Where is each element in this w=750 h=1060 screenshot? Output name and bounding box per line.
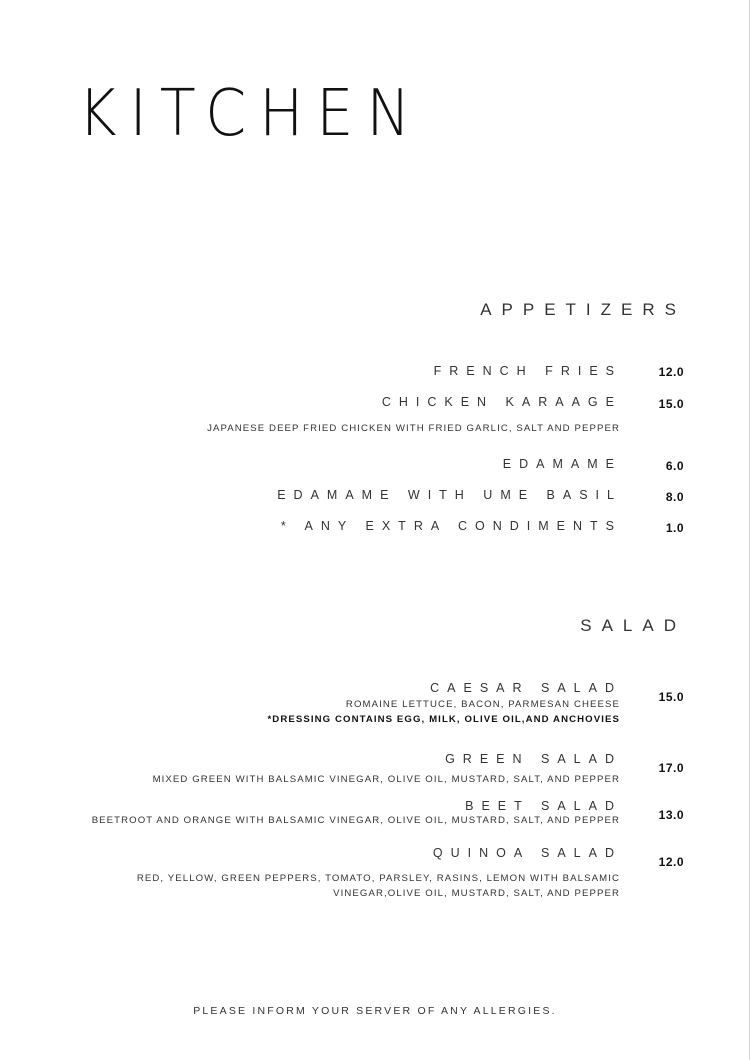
allergy-note-caesar-salad: *DRESSING CONTAINS EGG, MILK, OLIVE OIL,AND ANCHOVIES xyxy=(267,714,620,725)
desc-quinoa-salad-line2: VINEGAR,OLIVE OIL, MUSTARD, SALT, AND PEPPER xyxy=(333,888,620,899)
page-title: KITCHEN xyxy=(78,77,424,151)
menu-item-french-fries: FRENCH FRIES xyxy=(433,364,622,378)
desc-caesar-salad: ROMAINE LETTUCE, BACON, PARMESAN CHEESE xyxy=(345,699,620,710)
desc-quinoa-salad-line1: RED, YELLOW, GREEN PEPPERS, TOMATO, PARSLEY, RASINS, LEMON WITH BALSAMIC xyxy=(136,873,620,884)
price-quinoa-salad: 12.0 xyxy=(658,855,684,869)
price-caesar-salad: 15.0 xyxy=(658,690,684,704)
desc-beet-salad: BEETROOT AND ORANGE WITH BALSAMIC VINEGAR, OLIVE OIL, MUSTARD, SALT, AND PEPPER xyxy=(91,815,620,826)
menu-item-chicken-karaage: CHICKEN KARAAGE xyxy=(381,395,622,409)
section-heading-appetizers: APPETIZERS xyxy=(480,300,686,319)
menu-item-beet-salad: BEET SALAD xyxy=(465,799,622,813)
menu-item-caesar-salad: CAESAR SALAD xyxy=(430,681,622,695)
price-beet-salad: 13.0 xyxy=(658,808,684,822)
price-edamame: 6.0 xyxy=(665,459,684,473)
price-edamame-ume-basil: 8.0 xyxy=(665,490,684,504)
menu-item-edamame-ume-basil: EDAMAME WITH UME BASIL xyxy=(277,488,622,502)
desc-chicken-karaage: JAPANESE DEEP FRIED CHICKEN WITH FRIED GARLIC, SALT AND PEPPER xyxy=(207,423,620,434)
menu-item-extra-condiments: * ANY EXTRA CONDIMENTS xyxy=(280,519,622,533)
price-chicken-karaage: 15.0 xyxy=(658,397,684,411)
menu-item-quinoa-salad: QUINOA SALAD xyxy=(432,846,622,860)
price-green-salad: 17.0 xyxy=(658,761,684,775)
menu-item-green-salad: GREEN SALAD xyxy=(445,752,622,766)
price-extra-condiments: 1.0 xyxy=(665,521,684,535)
section-heading-salad: SALAD xyxy=(580,616,686,635)
price-french-fries: 12.0 xyxy=(658,365,684,379)
menu-item-edamame: EDAMAME xyxy=(502,457,622,471)
desc-green-salad: MIXED GREEN WITH BALSAMIC VINEGAR, OLIVE OIL, MUSTARD, SALT, AND PEPPER xyxy=(152,774,620,785)
allergy-footer: PLEASE INFORM YOUR SERVER OF ANY ALLERGIES. xyxy=(193,1005,557,1017)
